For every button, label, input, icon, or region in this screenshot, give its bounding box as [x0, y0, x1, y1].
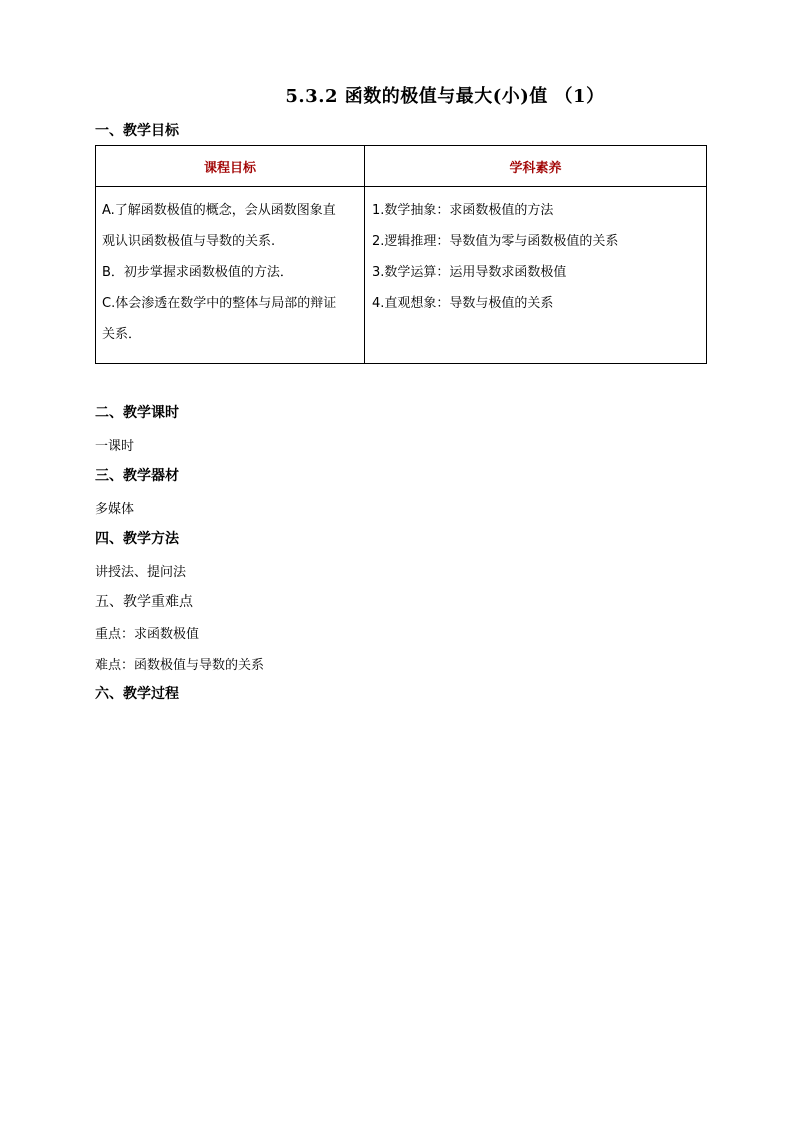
section-heading-periods: 二、教学课时 [95, 405, 179, 421]
course-goal-line: 观认识函数极值与导数的关系. [102, 234, 276, 249]
header-course-goals: 课程目标 [96, 146, 365, 187]
subject-literacy-cell [365, 187, 707, 364]
literacy-line: 2.逻辑推理：导数值为零与函数极值的关系 [372, 234, 619, 249]
equipment-text: 多媒体 [95, 502, 135, 517]
course-goal-line: A.了解函数极值的概念，会从函数图象直 [102, 203, 336, 218]
course-goals-list [96, 187, 364, 350]
periods-text: 一课时 [95, 439, 135, 454]
course-goal-line: B．初步掌握求函数极值的方法． [102, 265, 293, 280]
course-goal-line: 关系． [102, 327, 142, 342]
section-heading-process: 六、教学过程 [95, 686, 179, 702]
goals-table [95, 145, 707, 364]
literacy-line: 3.数学运算：运用导数求函数极值 [372, 265, 567, 280]
difficult-point-text: 难点：函数极值与导数的关系 [95, 658, 265, 673]
literacy-line: 4.直观想象：导数与极值的关系 [372, 296, 554, 311]
table-header-row [96, 146, 707, 187]
table-body-row [96, 187, 707, 364]
section-heading-goals: 一、教学目标 [95, 123, 179, 139]
header-subject-literacy: 学科素养 [365, 146, 707, 187]
course-goals-cell [96, 187, 365, 364]
section-heading-key-points: 五、教学重难点 [95, 594, 193, 610]
section-heading-equipment: 三、教学器材 [95, 468, 179, 484]
literacy-line: 1.数学抽象：求函数极值的方法 [372, 203, 554, 218]
course-goal-line: C.体会渗透在数学中的整体与局部的辩证 [102, 296, 337, 311]
key-point-text: 重点：求函数极值 [95, 627, 200, 642]
subject-literacy-list [365, 187, 706, 319]
page-title: 5.3.2 函数的极值与最大(小)值 （1） [285, 86, 605, 107]
methods-text: 讲授法、提问法 [95, 565, 187, 580]
section-heading-methods: 四、教学方法 [95, 531, 179, 547]
